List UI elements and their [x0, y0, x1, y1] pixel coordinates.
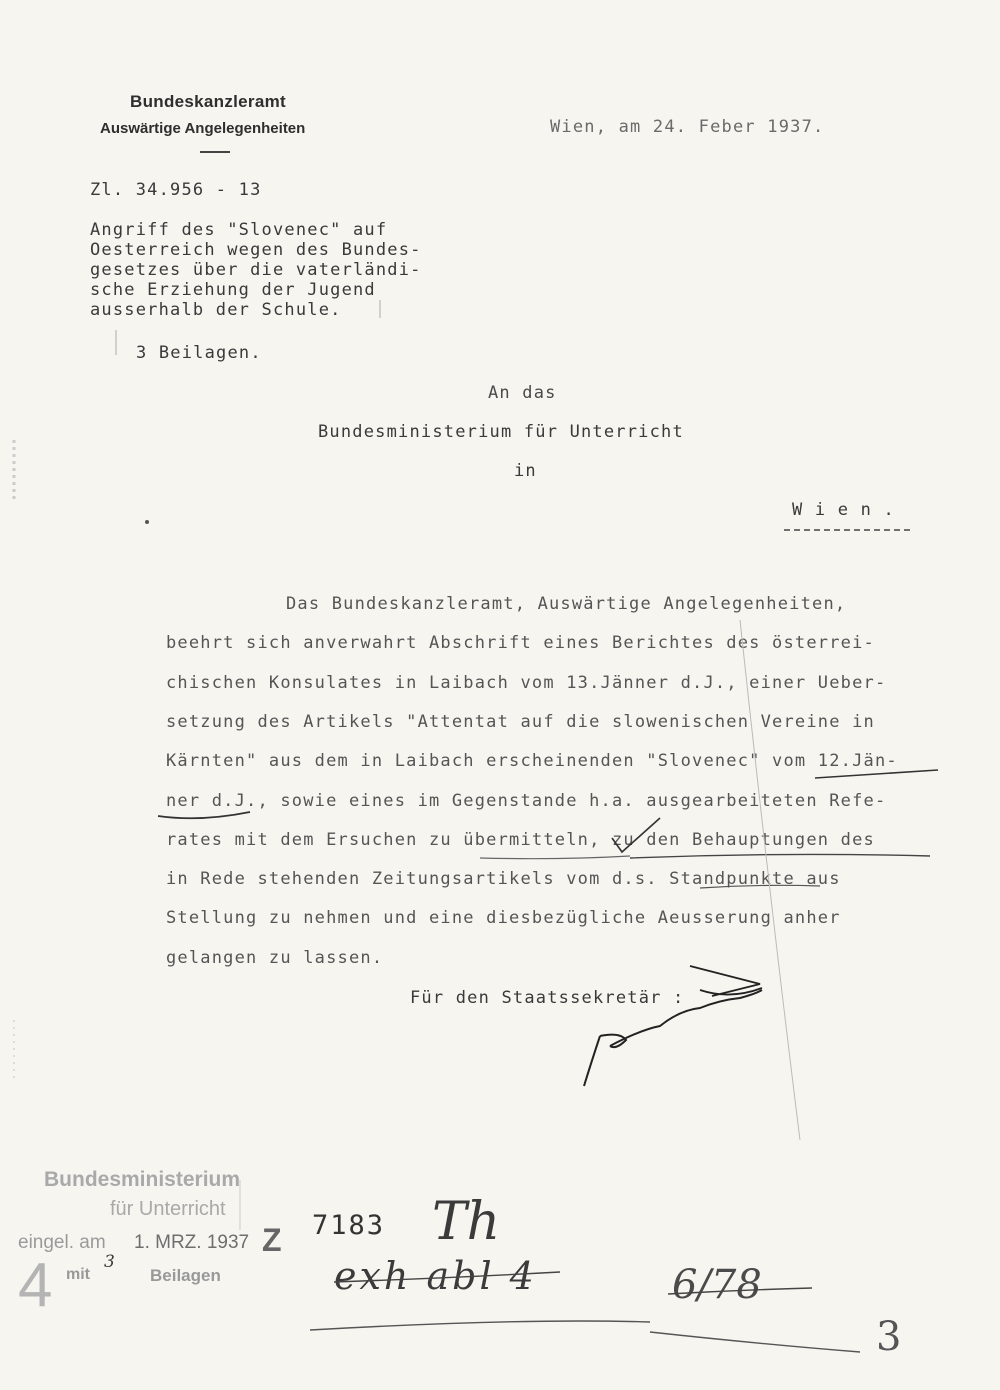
recipient-in: in: [514, 461, 537, 481]
enclosures: 3 Beilagen.: [136, 343, 262, 363]
subject-line-3: gesetzes über die vaterländi-: [90, 260, 422, 280]
body-line-7: rates mit dem Ersuchen zu übermitteln, zu den Behauptungen des: [166, 830, 875, 850]
underline-date: [815, 770, 938, 778]
place-date: Wien, am 24. Feber 1937.: [550, 117, 825, 137]
bottom-stroke-2: [650, 1332, 860, 1352]
subject-line-4: sche Erziehung der Jugend: [90, 280, 376, 300]
stamp-margin-number: 4: [18, 1251, 53, 1320]
recipient-an-das: An das: [488, 383, 557, 403]
note-strike: [334, 1272, 560, 1282]
bottom-stroke-1: [310, 1321, 650, 1330]
body-line-2: beehrt sich anverwahrt Abschrift eines Berichtes des österrei-: [166, 633, 875, 653]
signature-flourish: [690, 966, 762, 996]
stamp-enclosures-count: 3: [104, 1252, 115, 1272]
pencil-line: [740, 620, 800, 1140]
reference-number: Zl. 34.956 - 13: [90, 180, 262, 200]
letterhead-line2: Auswärtige Angelegenheiten: [100, 120, 306, 137]
registry-number: 7183: [312, 1210, 386, 1241]
stamp-enclosures-suffix: Beilagen: [150, 1266, 221, 1285]
stamp-received-date: 1. MRZ. 1937: [134, 1232, 250, 1253]
stamp-ministry-line1: Bundesministerium: [44, 1168, 241, 1191]
stamp-ministry-line2: für Unterricht: [110, 1198, 226, 1220]
letterhead-line1: Bundeskanzleramt: [130, 92, 286, 111]
registry-z-mark: Z: [262, 1222, 282, 1258]
body-line-10: gelangen zu lassen.: [166, 948, 384, 968]
underline-dj: [158, 812, 250, 818]
underline-position: [700, 885, 820, 888]
stamp-enclosures-prefix: mit: [66, 1266, 90, 1283]
body-line-8: in Rede stehenden Zeitungsartikels vom d.s. Standpunkte aus: [166, 869, 841, 889]
recipient-ministry: Bundesministerium für Unterricht: [318, 422, 684, 442]
signature: [584, 990, 762, 1086]
body-line-4: setzung des Artikels "Attentat auf die slowenischen Vereine in: [166, 712, 875, 732]
registry-note-2: 6/78: [672, 1262, 762, 1308]
registry-initials: Th: [432, 1192, 501, 1252]
underline-claims: [630, 854, 930, 858]
subject-line-2: Oesterreich wegen des Bundes-: [90, 240, 422, 260]
signoff: Für den Staatssekretär :: [410, 988, 685, 1008]
body-line-9: Stellung zu nehmen und eine diesbezügliche Aeusserung anher: [166, 908, 841, 928]
subject-line-5: ausserhalb der Schule.: [90, 300, 342, 320]
note2-strike: [668, 1288, 812, 1294]
body-line-6: ner d.J., sowie eines im Gegenstande h.a. ausgearbeiteten Refe-: [166, 791, 887, 811]
underline-claims-2: [480, 856, 630, 859]
registry-note: exh abl 4: [334, 1254, 537, 1298]
subject-line-1: Angriff des "Slovenec" auf: [90, 220, 388, 240]
registry-corner-number: 3: [876, 1314, 902, 1360]
stamp-received-label: eingel. am: [18, 1232, 106, 1253]
body-line-1: Das Bundeskanzleramt, Auswärtige Angelegenheiten,: [286, 594, 847, 614]
body-line-5: Kärnten" aus dem in Laibach erscheinenden "Slovenec" vom 12.Jän-: [166, 751, 898, 771]
stray-dot: [145, 520, 149, 524]
body-line-3: chischen Konsulates in Laibach vom 13.Jänner d.J., einer Ueber-: [166, 673, 887, 693]
recipient-city: W i e n .: [792, 500, 895, 520]
insertion-mark: [612, 818, 660, 852]
